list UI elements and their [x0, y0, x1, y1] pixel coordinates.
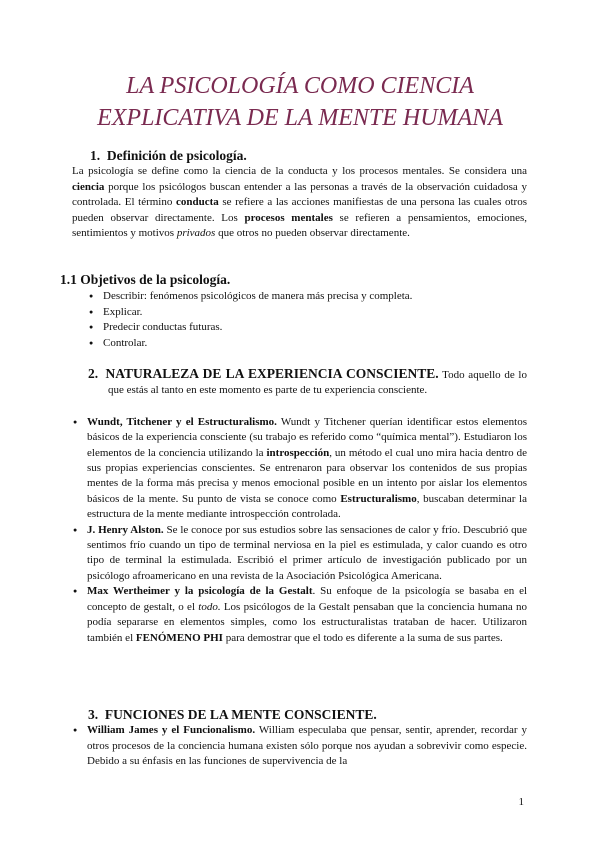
functionalism-text: William especulaba que pensar, sentir, aprender, recordar y otros procesos de la conciencia humana existen sólo porque nos ayudan a sobrevivir como especie. Debido a su énfasis en las funciones de supervivencia de la — [87, 724, 527, 768]
list-item-functionalism — [72, 723, 527, 769]
section-3 — [87, 707, 527, 770]
term-privados: privados — [176, 227, 216, 240]
functionalism-heading: William James y el Funcionalismo. — [87, 724, 256, 737]
document-title-line-2: EXPLICATIVA DE LA MENTE HUMANA — [97, 105, 503, 131]
definition-text-3: se refiere a las acciones manifiestas de una persona las cuales otros pueden observar directamente. Los — [72, 196, 527, 224]
section-2-title: NATURALEZA DE LA EXPERIENCIA CONSCIENTE. — [105, 366, 439, 381]
alston-heading: J. Henry Alston. — [87, 523, 164, 536]
alston-text: Se le conoce por sus estudios sobre las sensaciones de calor y frío. Descubrió que sentimos frío cuando un tipo de terminal nerviosa en la piel es estimulada, y calor cuando es otro tipo de terminal la estimulada. Escribió el primer artículo de investigación publicado por un psicólogo afroamericano en una revista de la Asociación Psicológica Americana. — [87, 523, 527, 582]
section-2-intro: Todo aquello de lo que estás al tanto en este momento es parte de tu experiencia consciente. — [108, 369, 527, 397]
term-estructuralismo: Estructuralismo — [340, 492, 417, 505]
list-item: ● Explicar. — [88, 305, 527, 320]
section-1-title: Definición de psicología. — [106, 148, 247, 163]
term-conducta: conducta — [175, 196, 219, 209]
objectives-list — [88, 289, 527, 351]
structuralism-text-1: Wundt y Titchener querían identificar estos elementos básicos de la experiencia consciente (su trabajo es referido como “química mental”). Estudiaron los elementos de la conciencia utilizando la — [87, 415, 527, 459]
list-item-alston — [72, 523, 527, 585]
section-2-heading-paragraph — [88, 366, 527, 399]
term-fenomeno-phi: FENÓMENO PHI — [135, 631, 223, 644]
term-procesos-mentales: procesos mentales — [244, 211, 333, 224]
definition-text-4: se refieren a pensamientos, emociones, sentimientos y motivos — [72, 211, 527, 240]
list-item-gestalt — [72, 584, 527, 646]
section-2-list — [72, 415, 527, 646]
list-item-structuralism — [72, 415, 527, 523]
section-1-1 — [60, 272, 527, 351]
section-1-1-heading: 1.1 Objetivos de la psicología. — [60, 272, 231, 287]
list-item: ● Controlar. — [88, 336, 527, 351]
definition-text-2: porque los psicólogos buscan entender a las personas a través de la observación cuidadosa y controlada. El término — [72, 180, 527, 209]
page-number: 1 — [518, 796, 524, 808]
term-introspeccion: introspección — [266, 446, 330, 459]
list-item: ● Predecir conductas futuras. — [88, 320, 527, 335]
definition-text-1: La psicología se define como la ciencia de la conducta y los procesos mentales. Se considera una — [72, 165, 527, 178]
section-2 — [87, 366, 528, 646]
section-2-number: 2. — [88, 366, 99, 381]
definition-paragraph — [72, 164, 527, 241]
gestalt-text-1: . Su enfoque de la psicología se basaba en el concepto de gestalt, o el — [87, 585, 528, 613]
section-3-list — [72, 723, 527, 769]
structuralism-text-3: , buscaban determinar la estructura de la mente mediante introspección controlada. — [87, 492, 527, 521]
gestalt-text-2: Los psicólogos de la Gestalt pensaban que la conciencia humana no podía separarse en elementos simples, como los estructuralistas trataban de hacer. Utilizaron también el — [87, 600, 527, 644]
section-3-number: 3. — [88, 707, 99, 722]
structuralism-text-2: , un método el cual uno mira hacia dentro de sus propias experiencias conscientes. Se entrenaron para observar los contenidos de sus propias mentes de la forma más precisa y menos emocional posible en un intento por aislar los elementos básicos de la mente. Su punto de vista se conoce como — [87, 446, 527, 505]
section-1-heading — [72, 148, 527, 163]
term-todo: todo. — [198, 600, 221, 613]
list-item: ● Describir: fenómenos psicológicos de manera más precisa y completa. — [88, 289, 527, 304]
gestalt-heading: Max Wertheimer y la psicología de la Gestalt — [87, 585, 313, 598]
document-title-line-1: LA PSICOLOGÍA COMO CIENCIA — [126, 73, 474, 99]
term-ciencia: ciencia — [72, 180, 105, 193]
section-3-title: FUNCIONES DE LA MENTE CONSCIENTE. — [104, 707, 377, 722]
structuralism-heading: Wundt, Titchener y el Estructuralismo. — [87, 415, 277, 428]
definition-text-5: que otros no pueden observar directamente. — [215, 227, 410, 240]
section-3-heading — [88, 707, 527, 722]
section-1-number: 1. — [90, 148, 101, 163]
gestalt-text-3: para demostrar que el todo es diferente a la suma de sus partes. — [222, 631, 503, 644]
section-1 — [72, 148, 527, 241]
